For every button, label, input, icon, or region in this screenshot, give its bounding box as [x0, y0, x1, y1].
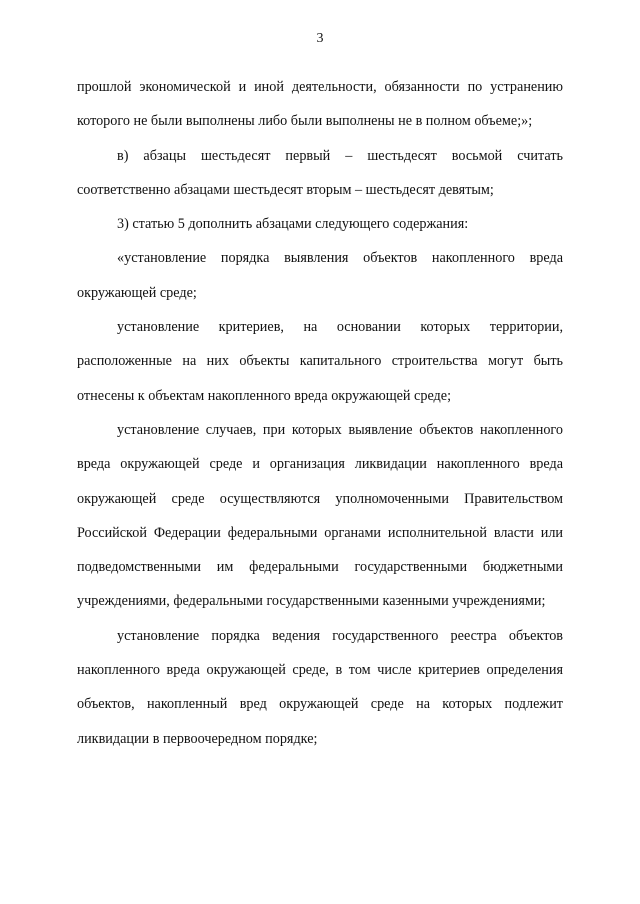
paragraph-quote-start: «установление порядка выявления объектов накопленного вреда окружающей среде;	[77, 250, 563, 301]
paragraph-item-3: 3) статью 5 дополнить абзацами следующего содержания:	[117, 216, 469, 233]
paragraph-criteria: установление критериев, на основании которых территории, расположенные на них объекты капитального строительства могут быть отнесены к объектам накопленного вреда окружающей среде;	[77, 319, 563, 404]
document-body	[77, 70, 563, 756]
page-number: 3	[316, 31, 324, 46]
paragraph-item-v: в) абзацы шестьдесят первый – шестьдесят восьмой считать соответственно абзацами шестьдесят вторым – шестьдесят девятым;	[77, 147, 563, 198]
paragraph-registry: установление порядка ведения государственного реестра объектов накопленного вреда окружающей среде, в том числе критериев определения объектов, накопленный вред окружающей среде на которых подлежит ликвидации в первоочередном порядке;	[77, 627, 563, 747]
paragraph-cases: установление случаев, при которых выявление объектов накопленного вреда окружающей среде и организация ликвидации накопленного вреда окружающей среде осуществляются уполномоченными Правительством Российской Федерации федеральными органами исполнительной власти или подведомственными им федеральными государственными бюджетными учреждениями, федеральными государственными казенными учреждениями;	[77, 421, 563, 610]
paragraph-continuation: прошлой экономической и иной деятельности, обязанности по устранению которого не были выполнены либо были выполнены не в полном объеме;»;	[77, 79, 563, 130]
